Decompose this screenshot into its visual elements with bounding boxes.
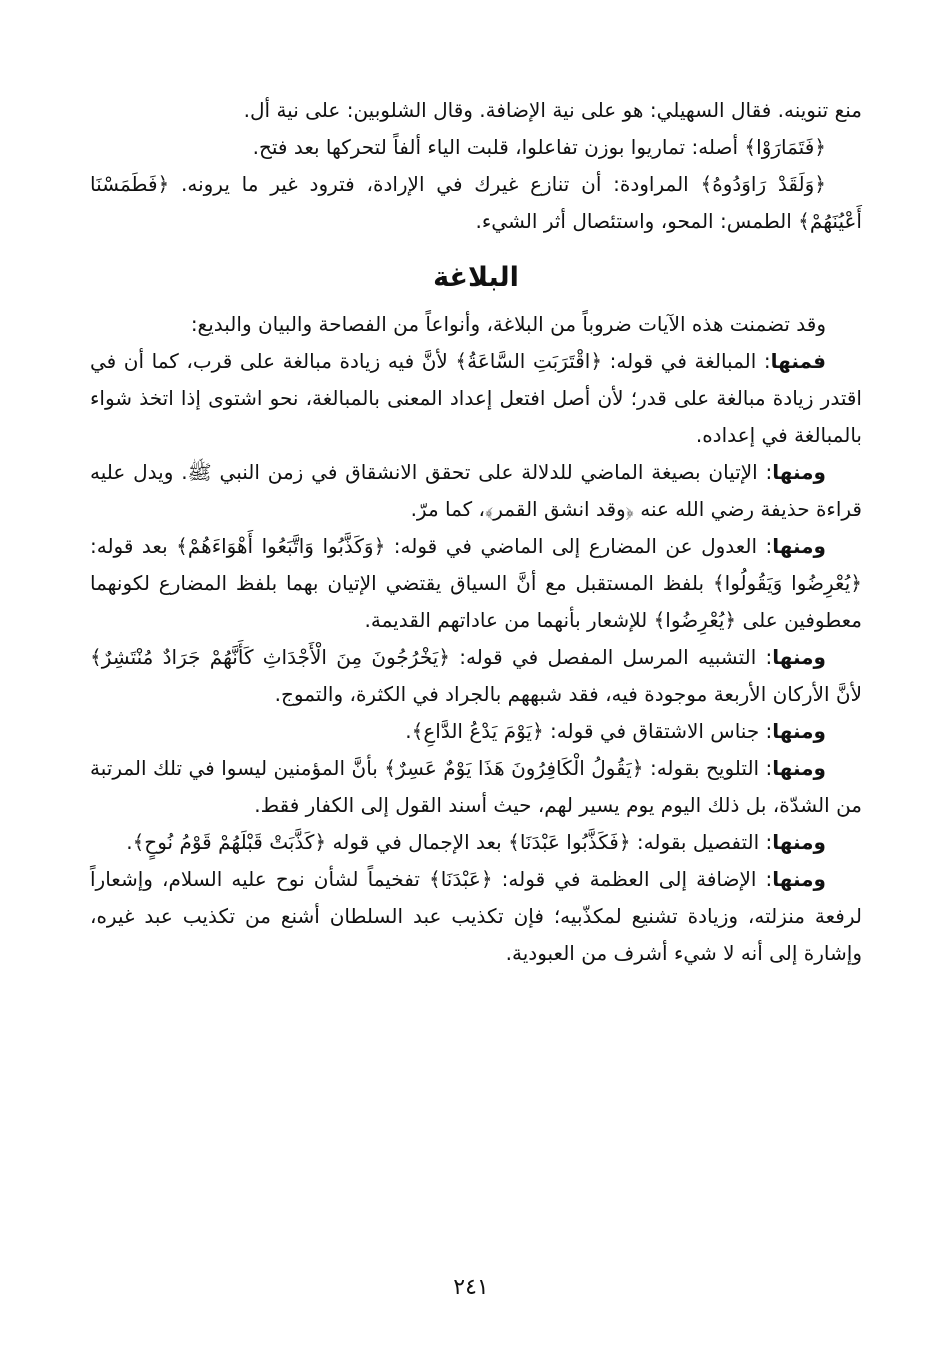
item-text: : العدول عن المضارع إلى الماضي في قوله: ﴿وَكَذَّبُوا وَاتَّبَعُوا أَهْوَاءَهُمْ﴾ بعد قوله: ﴿يُعْرِضُوا وَيَقُولُوا﴾ بلفظ المستقبل مع أنَّ السياق يقتضي الإتيان بهما بلفظ المضارع لكونهما معطوفين على ﴿يُعْرِضُوا﴾ للإشعار بأنهما من عاداتهم القديمة. <box>90 534 862 632</box>
item-text: : التلويح بقوله: ﴿يَقُولُ الْكَافِرُونَ هَذَا يَوْمٌ عَسِرٌ﴾ بأنَّ المؤمنين ليسوا في تلك المرتبة من الشدّة، بل ذلك اليوم يوم يسير لهم، حيث أسند القول إلى الكفار فقط. <box>90 756 862 817</box>
item-text: : التشبيه المرسل المفصل في قوله: ﴿يَخْرُجُونَ مِنَ الْأَجْدَاثِ كَأَنَّهُمْ جَرَادٌ مُنْتَشِرٌ﴾ لأنَّ الأركان الأربعة موجودة فيه، فقد شبههم بالجراد في الكثرة، والتموج. <box>90 645 862 706</box>
item-text: : المبالغة في قوله: ﴿اقْتَرَبَتِ السَّاعَةُ﴾ لأنَّ فيه زيادة مبالغة على قرب، كما أن في اقتدر زيادة مبالغة على قدر؛ لأن أصل افتعل إعداد المعنى بالمبالغة، نحو اشتوى إذا اتخذ شواء بالمبالغة في إعداده. <box>90 349 862 447</box>
paragraph-2 <box>90 129 862 166</box>
paragraph-text: وقد تضمنت هذه الآيات ضروباً من البلاغة، وأنواعاً من الفصاحة والبيان والبديع: <box>190 312 826 336</box>
page-body <box>90 92 862 972</box>
item-lead: ومنها <box>772 719 826 743</box>
item-lead: فمنها <box>770 349 826 373</box>
item-text: : التفصيل بقوله: ﴿فَكَذَّبُوا عَبْدَنَا﴾ بعد الإجمال في قوله ﴿كَذَّبَتْ قَبْلَهُمْ قَوْمُ نُوحٍ﴾. <box>126 830 773 854</box>
item-lead: ومنها <box>772 460 826 484</box>
section-heading: البلاغة <box>433 262 519 293</box>
balagha-item-3 <box>90 528 862 639</box>
item-text: : جناس الاشتقاق في قوله: ﴿يَوْمَ يَدْعُ الدَّاعِ﴾. <box>405 719 773 743</box>
paragraph-text: ﴿وَلَقَدْ رَاوَدُوهُ﴾ المراودة: أن تنازع غيرك في الإرادة، فترود غير ما يرونه. ﴿فَطَمَسْنَا أَعْيُنَهُمْ﴾ الطمس: المحو، واستئصال أثر الشيء. <box>90 172 862 233</box>
page-number: ٢٤١ <box>453 1275 489 1300</box>
item-lead: ومنها <box>772 830 826 854</box>
item-lead: ومنها <box>772 645 826 669</box>
balagha-intro <box>90 306 862 343</box>
paragraph-text: ﴿فَتَمَارَوْا﴾ أصله: تماريوا بوزن تفاعلوا، قلبت الياء ألفاً لتحركها بعد فتح. <box>252 135 826 159</box>
paragraph-text: منع تنوينه. فقال السهيلي: هو على نية الإضافة. وقال الشلوبين: على نية أل. <box>243 98 862 122</box>
paragraph-3 <box>90 166 862 240</box>
item-lead: ومنها <box>772 534 826 558</box>
balagha-item-7 <box>90 824 862 861</box>
item-text: : الإتيان بصيغة الماضي للدلالة على تحقق الانشقاق في زمن النبي ﷺ. ويدل عليه قراءة حذيفة رضي الله عنه ﴿وقد انشق القمر﴾، كما مرّ. <box>90 460 862 521</box>
balagha-item-1 <box>90 343 862 454</box>
item-lead: ومنها <box>772 867 826 891</box>
balagha-item-4 <box>90 639 862 713</box>
balagha-item-5 <box>90 713 862 750</box>
paragraph-1 <box>90 92 862 129</box>
balagha-item-2 <box>90 454 862 528</box>
item-lead: ومنها <box>772 756 826 780</box>
balagha-item-6 <box>90 750 862 824</box>
item-text: : الإضافة إلى العظمة في قوله: ﴿عَبْدَنَا﴾ تفخيماً لشأن نوح عليه السلام، وإشعاراً لرفعة منزلته، وزيادة تشنيع لمكذّبيه؛ فإن تكذيب عبد السلطان أشنع من تكذيب عبد غيره، وإشارة إلى أنه لا شيء أشرف من العبودية. <box>90 867 862 965</box>
balagha-item-8 <box>90 861 862 972</box>
